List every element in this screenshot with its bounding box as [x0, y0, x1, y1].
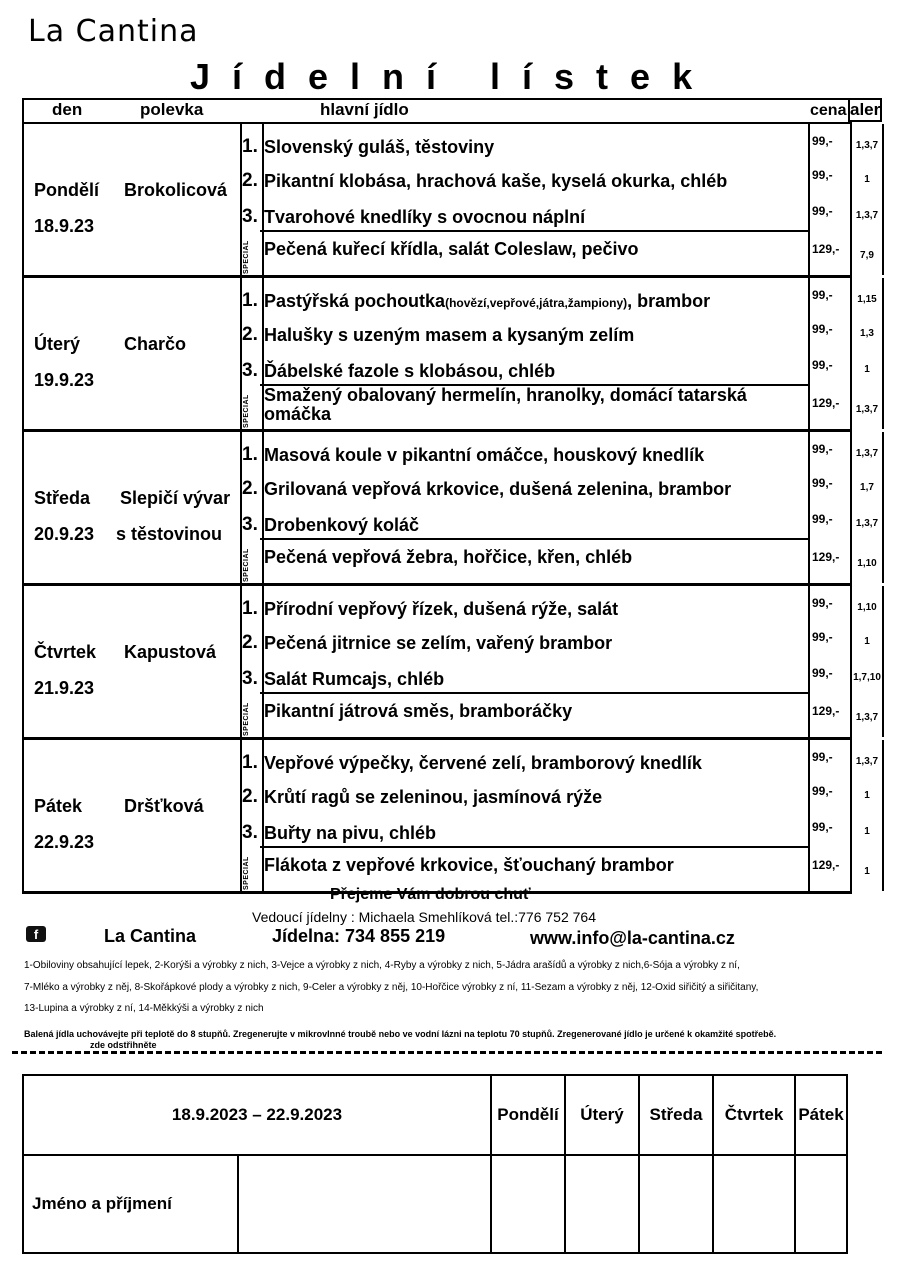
dish-name-text: Pikantní játrová směs, bramboráčky	[264, 701, 573, 721]
allergen-codes: 1,3,7	[855, 518, 879, 529]
header-cena: cena	[810, 102, 847, 119]
facebook-icon[interactable]: f	[26, 926, 46, 942]
order-day-header: Úterý	[565, 1075, 639, 1155]
order-period: 18.9.2023 – 22.9.2023	[23, 1075, 491, 1155]
allergen-column	[850, 278, 884, 429]
footer-web[interactable]: www.info@la-cantina.cz	[530, 928, 735, 948]
allergen-codes: 1,3	[860, 328, 874, 339]
dish-name	[264, 386, 804, 424]
header-den: den	[52, 100, 83, 119]
dish-name-text: Grilovaná vepřová krkovice, dušená zelenina, brambor	[264, 479, 732, 499]
dish-number: 2.	[242, 632, 258, 653]
dish-price: 129,-	[812, 704, 840, 718]
dish-price: 99,-	[812, 288, 833, 302]
allergen-codes: 1,3,7	[855, 210, 879, 221]
brand-logo-text: La Cantina	[28, 14, 199, 49]
day-date: 20.9.23	[34, 524, 95, 544]
dish-name-text: Drobenkový koláč	[264, 515, 420, 535]
dish-price: 99,-	[812, 750, 833, 764]
dish-price: 99,-	[812, 134, 833, 148]
dish-name	[264, 171, 727, 192]
dish-name-text: Pečená jitrnice se zelím, vařený brambor	[264, 633, 613, 653]
dish-name	[264, 823, 436, 844]
dish-price: 129,-	[812, 396, 840, 410]
allergen-codes: 7,9	[860, 250, 874, 261]
soup-name: Kapustová	[124, 642, 217, 662]
day-block	[22, 278, 879, 432]
dish-name	[264, 753, 702, 774]
cut-line	[12, 1051, 882, 1054]
day-date: 18.9.23	[34, 216, 95, 236]
dish-name-text: Flákota z vepřové krkovice, šťouchaný brambor	[264, 855, 674, 875]
special-dish-row	[242, 540, 850, 582]
dish-number: 1.	[242, 290, 258, 311]
allergen-codes: 1,3,7	[855, 404, 879, 415]
allergen-codes: 1	[864, 866, 870, 877]
dish-number: 3.	[242, 206, 258, 227]
dish-name	[264, 701, 572, 722]
dish-name	[264, 515, 419, 536]
special-tag: SPECIAL	[243, 548, 250, 582]
header-aler: aler	[848, 98, 882, 122]
dish-row	[242, 746, 850, 782]
dish-price: 99,-	[812, 784, 833, 798]
allergen-column	[850, 124, 884, 275]
dish-row	[242, 508, 850, 544]
dish-name	[264, 633, 612, 654]
dish-number: 1.	[242, 136, 258, 157]
dish-name-text: Krůtí ragů se zeleninou, jasmínová rýže	[264, 787, 603, 807]
dish-name-text: Vepřové výpečky, červené zelí, bramborový knedlík	[264, 753, 702, 773]
dish-number: 3.	[242, 514, 258, 535]
allergen-codes: 1,3,7	[855, 140, 879, 151]
dish-number: 3.	[242, 668, 258, 689]
storage-note: Balená jídla uchovávejte při teplotě do 8 stupňů. Zregenerujte v mikrovlnné troubě nebo ve vodní lázni na teplotu 70 stupňů. Zregenerované jídlo je určené k okamžité spotřebě.	[24, 1029, 777, 1039]
order-name-field[interactable]	[238, 1155, 491, 1253]
dish-name	[264, 325, 634, 346]
dish-price: 129,-	[812, 242, 840, 256]
dish-price: 99,-	[812, 666, 833, 680]
day-name: Pátek	[34, 796, 83, 816]
dish-name-suffix: , brambor	[627, 291, 711, 311]
special-dish-row	[242, 385, 850, 428]
day-name: Čtvrtek	[34, 642, 97, 662]
dish-name-text: Pečená kuřecí křídla, salát Coleslaw, pečivo	[264, 239, 639, 259]
order-day-header: Čtvrtek	[713, 1075, 795, 1155]
footer-brand: La Cantina	[104, 926, 197, 946]
dish-name	[264, 239, 639, 260]
order-check-cell[interactable]	[639, 1155, 713, 1253]
dish-number: 3.	[242, 360, 258, 381]
day-name: Pondělí	[34, 180, 100, 200]
allergen-codes: 1,3,7	[855, 756, 879, 767]
allergen-codes: 1	[864, 636, 870, 647]
dish-name-text: Přírodní vepřový řízek, dušená rýže, salát	[264, 599, 619, 619]
dish-name-text: Buřty na pivu, chléb	[264, 823, 437, 843]
days-container	[22, 124, 882, 894]
allergen-codes: 1,10	[857, 602, 877, 613]
cut-here-label: zde odstřihněte	[90, 1040, 157, 1050]
soup-name: Dršťková	[124, 796, 204, 816]
dish-price: 99,-	[812, 630, 833, 644]
dish-price: 99,-	[812, 168, 833, 182]
dish-price: 99,-	[812, 442, 833, 456]
dish-name	[264, 361, 555, 382]
special-dish-row	[242, 694, 850, 736]
soup-name: Slepičí vývar	[120, 488, 231, 508]
dish-row	[242, 472, 850, 508]
dish-price: 99,-	[812, 596, 833, 610]
dish-name-text: Pikantní klobása, hrachová kaše, kyselá okurka, chléb	[264, 171, 728, 191]
order-check-cell[interactable]	[713, 1155, 795, 1253]
dish-name-text: Ďábelské fazole s klobásou, chléb	[264, 361, 556, 381]
dish-name	[264, 599, 618, 620]
day-block	[22, 586, 881, 740]
allergen-codes: 1,3,7	[855, 448, 879, 459]
day-date: 22.9.23	[34, 832, 95, 852]
allergen-codes: 1	[864, 174, 870, 185]
dish-row	[242, 780, 850, 816]
header-hlavni: hlavní jídlo	[320, 100, 409, 119]
dish-price: 99,-	[812, 820, 833, 834]
dish-price: 99,-	[812, 476, 833, 490]
dish-name-text: Slovenský guláš, těstoviny	[264, 137, 495, 157]
dish-name-text: Pečená vepřová žebra, hořčice, křen, chléb	[264, 547, 633, 567]
dish-name	[264, 291, 710, 312]
order-check-cell[interactable]	[795, 1155, 847, 1253]
allergen-codes: 1,7	[860, 482, 874, 493]
allergen-column	[850, 740, 884, 891]
soup-name: Brokolicová	[124, 180, 228, 200]
dish-name	[264, 207, 585, 228]
order-check-cell[interactable]	[491, 1155, 565, 1253]
dish-row	[242, 626, 850, 662]
dish-price: 99,-	[812, 322, 833, 336]
order-name-label: Jméno a příjmení	[23, 1155, 238, 1253]
dish-row	[242, 164, 850, 200]
order-day-header: Pondělí	[491, 1075, 565, 1155]
order-day-header: Středa	[639, 1075, 713, 1155]
dish-row	[242, 200, 850, 236]
allergen-codes: 1,15	[857, 294, 877, 305]
dish-name-text: Tvarohové knedlíky s ovocnou náplní	[264, 207, 586, 227]
dish-number: 2.	[242, 170, 258, 191]
allergen-column	[850, 586, 884, 737]
day-block	[22, 124, 879, 278]
special-dish-row	[242, 232, 850, 274]
dish-row	[242, 816, 850, 852]
order-form	[22, 1074, 848, 1254]
dish-price: 129,-	[812, 858, 840, 872]
dish-row	[242, 662, 850, 698]
allergen-column	[850, 432, 884, 583]
dish-price: 99,-	[812, 358, 833, 372]
dish-number: 2.	[242, 786, 258, 807]
dish-name-text: Pastýřská pochoutka	[264, 291, 446, 311]
special-tag: SPECIAL	[243, 394, 250, 428]
dish-number: 2.	[242, 478, 258, 499]
dish-name	[264, 547, 632, 568]
day-name: Úterý	[34, 334, 81, 354]
footer-phone: Jídelna: 734 855 219	[272, 926, 446, 946]
footer-manager: Vedoucí jídelny : Michaela Smehlíková tel.:776 752 764	[252, 909, 596, 925]
dish-name-text: Salát Rumcajs, chléb	[264, 669, 445, 689]
dish-name-text: Halušky s uzeným masem a kysaným zelím	[264, 325, 635, 345]
order-check-cell[interactable]	[565, 1155, 639, 1253]
dish-number: 1.	[242, 444, 258, 465]
special-tag: SPECIAL	[243, 240, 250, 274]
dish-number: 2.	[242, 324, 258, 345]
dish-row	[242, 318, 850, 354]
allergen-codes: 1	[864, 364, 870, 375]
dish-name	[264, 479, 731, 500]
allergen-codes: 1	[864, 826, 870, 837]
allergen-line: 13-Lupina a výrobky z ní, 14-Měkkýši a výrobky z nich	[24, 1003, 264, 1014]
allergen-line: 7-Mléko a výrobky z něj, 8-Skořápkové plody a výrobky z nich, 9-Celer a výrobky z něj, 10-Hořčice výrobky z ní, 11-Sezam a výrobky z něj, 12-Oxid siřičitý a siřičitany,	[24, 982, 759, 993]
allergen-line: 1-Obiloviny obsahující lepek, 2-Korýši a výrobky z nich, 3-Vejce a výrobky z nich, 4-Ryby a výrobky z nich, 5-Jádra arašídů a výrobky z nich,6-Sója a výrobky z ní,	[24, 960, 740, 971]
dish-name-text: Masová koule v pikantní omáčce, houskový knedlík	[264, 445, 705, 465]
dish-name	[264, 137, 494, 158]
day-date: 21.9.23	[34, 678, 95, 698]
allergen-codes: 1,10	[857, 558, 877, 569]
dish-price: 99,-	[812, 204, 833, 218]
dish-name	[264, 669, 444, 690]
dish-row	[242, 284, 850, 320]
allergen-codes: 1,7,10	[853, 672, 881, 683]
special-tag: SPECIAL	[243, 856, 250, 890]
menu-table	[22, 98, 882, 894]
day-block	[22, 740, 879, 894]
day-name: Středa	[34, 488, 91, 508]
dish-number: 3.	[242, 822, 258, 843]
soup-name: Charčo	[124, 334, 187, 354]
dish-row	[242, 592, 850, 628]
dish-name	[264, 787, 602, 808]
menu-header-row	[22, 98, 852, 124]
allergen-codes: 1,3,7	[855, 712, 879, 723]
soup-name-2: s těstovinou	[116, 524, 223, 544]
dish-name	[264, 445, 704, 466]
footer-wish: Přejeme Vám dobrou chuť	[330, 886, 531, 903]
dish-price: 129,-	[812, 550, 840, 564]
dish-row	[242, 438, 850, 474]
allergen-codes: 1	[864, 790, 870, 801]
dish-number: 1.	[242, 598, 258, 619]
dish-name	[264, 855, 674, 876]
day-block	[22, 432, 879, 586]
special-tag: SPECIAL	[243, 702, 250, 736]
page-title: Jídelní lístek	[190, 56, 715, 97]
dish-row	[242, 130, 850, 166]
dish-name-text: Smažený obalovaný hermelín, hranolky, domácí tatarská omáčka	[264, 385, 747, 424]
day-date: 19.9.23	[34, 370, 95, 390]
header-polevka: polevka	[140, 100, 204, 119]
dish-number: 1.	[242, 752, 258, 773]
dish-price: 99,-	[812, 512, 833, 526]
special-dish-row	[242, 848, 850, 890]
dish-name-detail: (hovězí,vepřové,játra,žampiony)	[445, 296, 628, 310]
order-day-header: Pátek	[795, 1075, 847, 1155]
